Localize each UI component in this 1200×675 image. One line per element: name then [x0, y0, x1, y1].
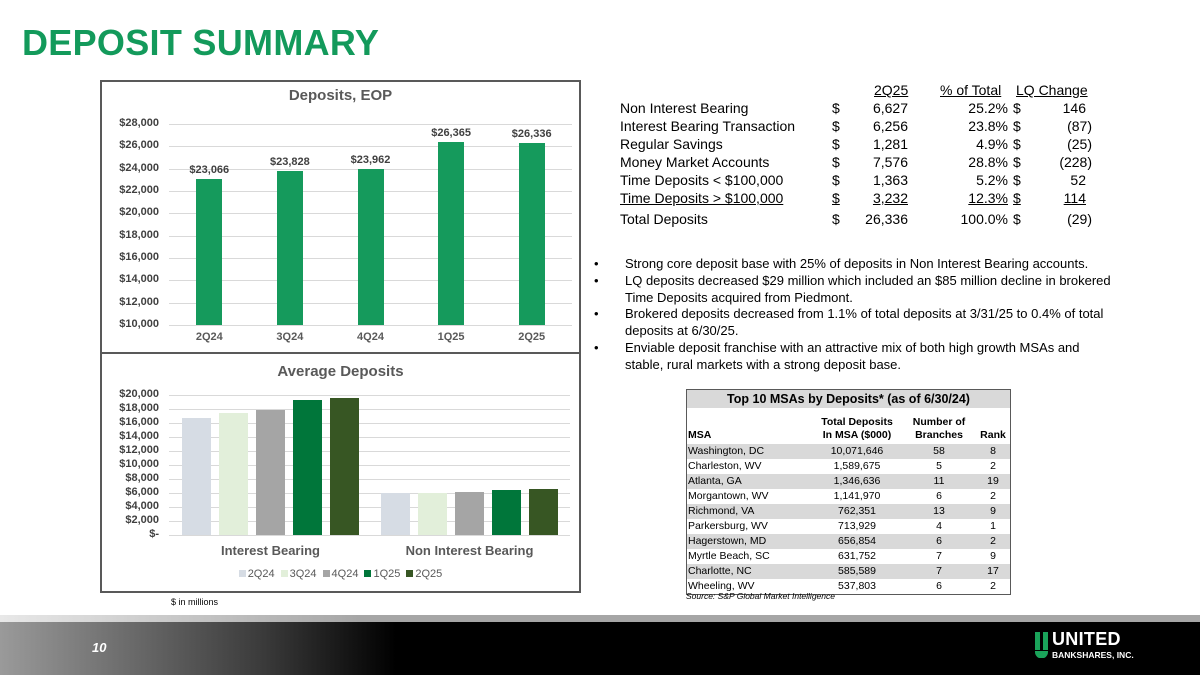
header-period: 2Q25: [874, 82, 909, 98]
legend-swatch-icon: [281, 570, 288, 577]
bar-2q25: [529, 489, 558, 535]
gridline: [169, 409, 570, 410]
bullet-item: • Strong core deposit base with 25% of deposits in Non Interest Bearing accounts.: [594, 256, 1114, 273]
bar-1q25: [438, 142, 464, 325]
gridline: [169, 124, 572, 125]
amount-value: 1,363: [872, 172, 908, 188]
header-change: LQ Change: [1016, 82, 1088, 98]
row-label: Total Deposits: [620, 211, 708, 227]
table-row: [687, 459, 1010, 474]
header-deposits: [807, 416, 907, 442]
deposits-eop-chart: [100, 80, 581, 354]
data-label: $26,365: [431, 127, 471, 140]
msa-table-title: Top 10 MSAs by Deposits* (as of 6/30/24): [687, 390, 1010, 409]
deposits-value: 10,071,646: [830, 445, 884, 457]
rank-value: 8: [990, 445, 996, 457]
gridline: [169, 535, 570, 536]
table-row: [620, 136, 1095, 154]
legend-item-2q24: [239, 568, 275, 580]
y-tick-label: $20,000: [119, 206, 159, 219]
commentary-bullets: [594, 256, 1114, 374]
header-branches-line1: Number of: [912, 416, 966, 428]
branches-value: 6: [936, 580, 942, 592]
header-branches: [909, 416, 969, 442]
legend-label: 2Q24: [247, 568, 275, 580]
chart-legend: [102, 568, 579, 580]
bar-4q24: [455, 492, 484, 535]
legend-swatch-icon: [323, 570, 330, 577]
legend-label: 3Q24: [289, 568, 317, 580]
pct-value: 12.3%: [968, 190, 1008, 206]
branches-value: 13: [933, 505, 945, 517]
gridline: [169, 395, 570, 396]
gridline: [169, 146, 572, 147]
change-value: 52: [1070, 172, 1086, 188]
bar-2q25: [330, 398, 359, 535]
row-label: Interest Bearing Transaction: [620, 118, 796, 134]
legend-item-4q24: [323, 568, 359, 580]
y-tick-label: $20,000: [119, 388, 159, 400]
source-note: Source: S&P Global Market Intelligence: [686, 591, 835, 601]
currency-symbol: $: [832, 190, 840, 206]
legend-label: 2Q25: [415, 568, 443, 580]
legend-label: 4Q24: [331, 568, 359, 580]
msa-name: Charleston, WV: [688, 460, 762, 472]
y-tick-label: $10,000: [119, 458, 159, 470]
msa-table-header: [687, 409, 1010, 444]
y-tick-label: $12,000: [119, 295, 159, 308]
header-pct: % of Total: [940, 82, 1002, 98]
currency-symbol: $: [1013, 100, 1021, 116]
header-deposits-line1: Total Deposits: [821, 416, 893, 428]
y-tick-label: $4,000: [125, 500, 159, 512]
top-msa-table: [686, 389, 1011, 595]
page-number: 10: [92, 640, 107, 655]
bar-4q24: [358, 169, 384, 325]
y-tick-label: $16,000: [119, 251, 159, 263]
table-row: [620, 211, 1095, 229]
bar-3q24: [418, 493, 447, 535]
msa-name: Richmond, VA: [688, 505, 755, 517]
branches-value: 4: [936, 520, 942, 532]
currency-symbol: $: [1013, 211, 1021, 227]
footer: [0, 622, 1200, 675]
legend-swatch-icon: [406, 570, 413, 577]
currency-symbol: $: [832, 136, 840, 152]
change-value: 146: [1062, 100, 1086, 116]
y-tick-label: $18,000: [119, 228, 159, 241]
row-label: Non Interest Bearing: [620, 100, 749, 116]
msa-name: Wheeling, WV: [688, 580, 755, 592]
average-deposits-chart: [100, 352, 581, 593]
y-tick-label: $24,000: [119, 161, 159, 174]
msa-name: Myrtle Beach, SC: [688, 550, 770, 562]
bar-1q25: [293, 400, 322, 535]
msa-name: Washington, DC: [688, 445, 765, 457]
branches-value: 5: [936, 460, 942, 472]
legend-label: 1Q25: [373, 568, 401, 580]
header-msa: MSA: [688, 429, 712, 441]
pct-value: 100.0%: [960, 211, 1008, 227]
table-row: [687, 549, 1010, 564]
y-tick-label: $26,000: [119, 139, 159, 152]
table-row: [687, 474, 1010, 489]
x-tick-label: 1Q25: [437, 331, 465, 343]
row-label: Time Deposits < $100,000: [620, 172, 784, 188]
branches-value: 6: [936, 490, 942, 502]
x-tick-label: 4Q24: [357, 331, 384, 343]
msa-name: Hagerstown, MD: [688, 535, 767, 547]
x-tick-label: 3Q24: [276, 331, 304, 343]
row-label: Regular Savings: [620, 136, 723, 152]
header-branches-line2: Branches: [915, 429, 963, 441]
y-tick-label: $14,000: [119, 430, 159, 442]
bar-3q24: [277, 171, 303, 325]
rank-value: 1: [990, 520, 996, 532]
bar-2q24: [381, 493, 410, 535]
deposits-value: 1,346,636: [833, 475, 881, 487]
currency-symbol: $: [832, 154, 840, 170]
rank-value: 2: [990, 490, 996, 502]
pct-value: 23.8%: [968, 118, 1008, 134]
amount-value: 6,627: [872, 100, 908, 116]
bar-3q24: [219, 413, 248, 535]
pct-value: 28.8%: [968, 154, 1008, 170]
header-deposits-line2: In MSA ($000): [822, 429, 892, 441]
y-tick-label: $12,000: [119, 444, 159, 456]
table-row: [620, 118, 1095, 136]
y-tick-label: $16,000: [119, 416, 159, 428]
legend-swatch-icon: [239, 570, 246, 577]
rank-value: 2: [990, 535, 996, 547]
table-row: [687, 504, 1010, 519]
bullet-item: • LQ deposits decreased $29 million which included an $85 million decline in brokered Time Deposits acquired from Piedmont.: [594, 273, 1114, 307]
bullet-item: • Enviable deposit franchise with an attractive mix of both high growth MSAs and stable, rural markets with a strong deposit base.: [594, 340, 1114, 374]
pct-value: 5.2%: [976, 172, 1008, 188]
y-tick-label: $14,000: [119, 273, 159, 286]
currency-symbol: $: [832, 100, 840, 116]
bullet-item: • Brokered deposits decreased from 1.1% of total deposits at 3/31/25 to 0.4% of total deposits at 6/30/25.: [594, 306, 1114, 340]
row-label: Money Market Accounts: [620, 154, 770, 170]
data-label: $23,962: [350, 154, 391, 167]
rank-value: 19: [987, 475, 999, 487]
rank-value: 17: [987, 565, 999, 577]
amount-value: 3,232: [872, 190, 908, 206]
logo-mark-icon: [1035, 632, 1048, 658]
msa-name: Parkersburg, WV: [688, 520, 768, 532]
bar-2q24: [196, 179, 222, 325]
bar-1q25: [492, 490, 521, 535]
change-value: (25): [1067, 136, 1092, 152]
msa-name: Atlanta, GA: [688, 475, 742, 487]
deposits-value: 713,929: [838, 520, 876, 532]
row-label: Time Deposits > $100,000: [620, 190, 784, 206]
table-row: [687, 444, 1010, 459]
rank-value: 9: [990, 505, 996, 517]
table-row: [620, 100, 1095, 118]
table-row: [620, 190, 1095, 208]
data-label: $23,828: [270, 155, 310, 168]
amount-value: 1,281: [872, 136, 908, 152]
table-row: [687, 534, 1010, 549]
rank-value: 2: [990, 460, 996, 472]
currency-symbol: $: [1013, 172, 1021, 188]
category-label: Non Interest Bearing: [405, 543, 534, 558]
currency-symbol: $: [1013, 154, 1021, 170]
y-tick-label: $18,000: [119, 402, 159, 414]
change-value: (87): [1067, 118, 1092, 134]
units-note: $ in millions: [171, 597, 219, 607]
data-label: $23,066: [189, 164, 230, 177]
currency-symbol: $: [1013, 136, 1021, 152]
logo-text: UNITED: [1052, 629, 1121, 649]
y-tick-label: $-: [149, 528, 159, 540]
x-tick-label: 2Q24: [195, 331, 223, 343]
branches-value: 11: [933, 475, 945, 487]
legend-swatch-icon: [364, 570, 371, 577]
table-row: [620, 172, 1095, 190]
change-value: (29): [1067, 211, 1092, 227]
legend-item-1q25: [364, 568, 400, 580]
msa-table-body: [687, 444, 1010, 594]
branches-value: 58: [933, 445, 945, 457]
deposits-value: 585,589: [838, 565, 876, 577]
deposits-value: 631,752: [838, 550, 876, 562]
branches-value: 7: [936, 550, 942, 562]
deposits-value: 762,351: [838, 505, 876, 517]
currency-symbol: $: [832, 118, 840, 134]
currency-symbol: $: [1013, 118, 1021, 134]
deposits-value: 656,854: [838, 535, 876, 547]
change-value: 114: [1063, 190, 1086, 206]
amount-value: 6,256: [872, 118, 908, 134]
gridline: [169, 325, 572, 326]
bar-2q24: [182, 418, 211, 535]
pct-value: 4.9%: [976, 136, 1008, 152]
category-label: Interest Bearing: [221, 543, 320, 558]
branches-value: 6: [936, 535, 942, 547]
amount-value: 26,336: [865, 211, 908, 227]
rank-value: 9: [990, 550, 996, 562]
logo-subtext: BANKSHARES, INC.: [1052, 650, 1134, 660]
y-tick-label: $22,000: [119, 184, 159, 196]
deposits-value: 537,803: [838, 580, 876, 592]
y-tick-label: $28,000: [119, 117, 159, 129]
chart-title: Average Deposits: [277, 363, 404, 380]
y-tick-label: $6,000: [125, 486, 159, 498]
legend-item-2q25: [406, 568, 442, 580]
y-tick-label: $10,000: [119, 318, 159, 330]
x-tick-label: 2Q25: [518, 331, 546, 343]
rank-value: 2: [990, 580, 996, 592]
page-title: DEPOSIT SUMMARY: [22, 22, 380, 63]
y-tick-label: $8,000: [125, 472, 159, 484]
table-row: [687, 564, 1010, 579]
footer-band: [0, 615, 1200, 622]
currency-symbol: $: [1013, 190, 1021, 206]
y-tick-label: $2,000: [125, 514, 159, 526]
msa-name: Charlotte, NC: [688, 565, 752, 577]
chart-title: Deposits, EOP: [288, 87, 393, 104]
deposits-value: 1,141,970: [833, 490, 881, 502]
branches-value: 7: [936, 565, 942, 577]
header-rank: Rank: [980, 429, 1006, 441]
bar-2q25: [519, 143, 545, 325]
currency-symbol: $: [832, 211, 840, 227]
bar-4q24: [256, 410, 285, 535]
amount-value: 7,576: [872, 154, 908, 170]
deposits-value: 1,589,675: [833, 460, 881, 472]
table-row: [687, 489, 1010, 504]
table-row: [687, 519, 1010, 534]
msa-name: Morgantown, WV: [688, 490, 769, 502]
currency-symbol: $: [832, 172, 840, 188]
change-value: (228): [1059, 154, 1092, 170]
pct-value: 25.2%: [968, 100, 1008, 116]
legend-item-3q24: [281, 568, 317, 580]
data-label: $26,336: [511, 127, 552, 140]
table-row: [620, 154, 1095, 172]
